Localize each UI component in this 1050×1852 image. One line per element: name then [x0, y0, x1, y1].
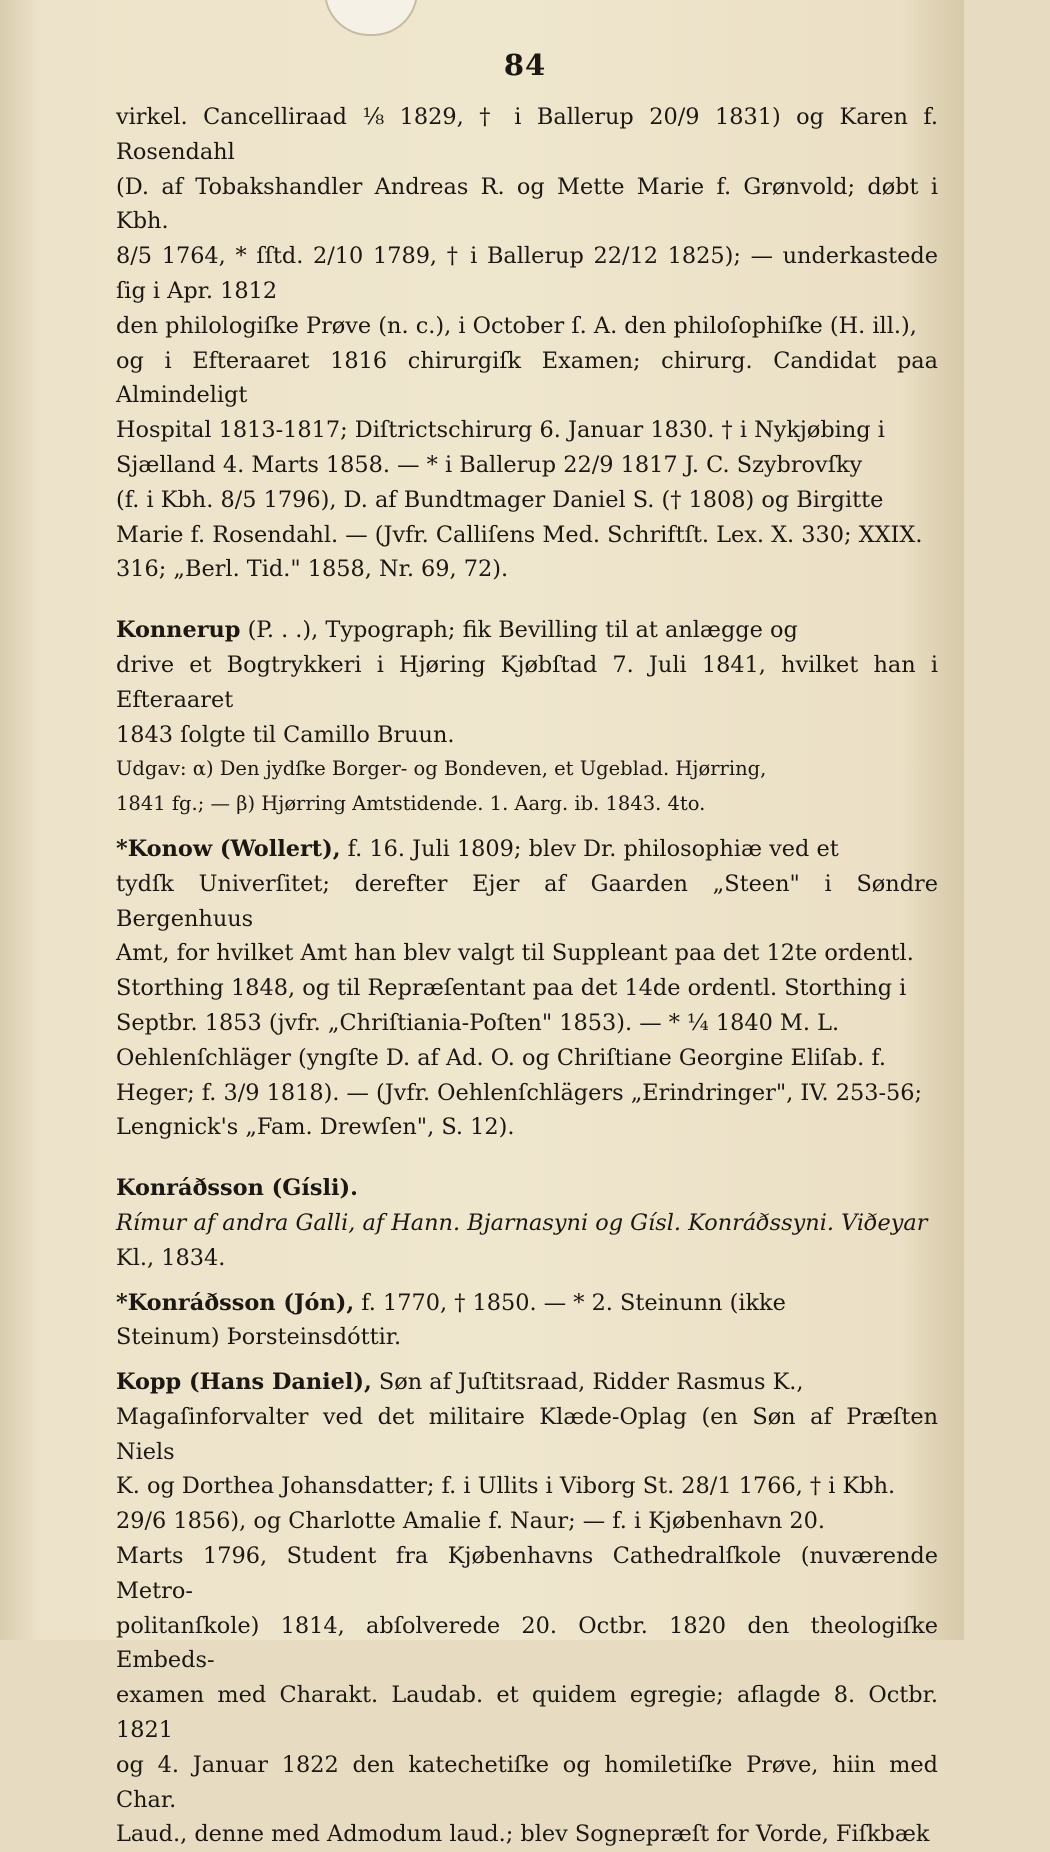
text-line: (D. af Tobakshandler Andreas R. og Mette Marie f. Grønvold; døbt i Kbh.: [116, 173, 938, 235]
text-line: den philologiſke Prøve (n. c.), i October ſ. A. den philoſophiſke (H. ill.),: [116, 312, 917, 339]
entry-kopp: [116, 1365, 938, 1852]
text-line: drive et Bogtrykkeri i Hjøring Kjøbſtad 7. Juli 1841, hvilket han i Efteraaret: [116, 651, 938, 713]
text-line: Kl., 1834.: [116, 1244, 226, 1271]
text-line: Laud., denne med Admodum laud.; blev Sognepræſt for Vorde, Fiſkbæk: [116, 1821, 930, 1848]
page-number: 84: [503, 48, 547, 82]
text-line: f. 16. Juli 1809; blev Dr. philosophiæ ved et: [340, 835, 839, 862]
text-line: Lengnick's „Fam. Drewſen", S. 12).: [116, 1114, 515, 1141]
scan-holder-tab: [324, 0, 418, 36]
publication-line: 1841 fg.; — β) Hjørring Amtstidende. 1. Aarg. ib. 1843. 4to.: [116, 792, 706, 816]
text-line: og 4. Januar 1822 den katechetiſke og homiletiſke Prøve, hiin med Char.: [116, 1751, 938, 1813]
text-line: (P. . .), Typograph; fik Bevilling til at anlægge og: [240, 617, 798, 644]
text-line: Steinum) Þorsteinsdóttir.: [116, 1324, 402, 1351]
entry-headword: Konnerup: [116, 617, 241, 644]
entry-headword: *Konráðsson (Jón),: [116, 1289, 355, 1316]
text-line: (f. i Kbh. 8/5 1796), D. af Bundtmager Daniel S. († 1808) og Birgitte: [116, 486, 884, 513]
text-line: f. 1770, † 1850. — * 2. Steinunn (ikke: [354, 1289, 786, 1316]
text-line: K. og Dorthea Johansdatter; f. i Ullits i Viborg St. 28/1 1766, † i Kbh.: [116, 1473, 896, 1500]
text-line: Magaſinforvalter ved det militaire Klæde-Oplag (en Søn af Præſten Niels: [116, 1403, 938, 1465]
entry-konnerup: [116, 613, 938, 822]
text-line: Amt, for hvilket Amt han blev valgt til Suppleant paa det 12te ordentl.: [116, 940, 914, 967]
text-line: Sjælland 4. Marts 1858. — * i Ballerup 22/9 1817 J. C. Szybrovſky: [116, 451, 863, 478]
entry-konow: [116, 832, 938, 1145]
text-line: Rímur af andra Galli, af Hann. Bjarnasyni og Gísl. Konráðssyni. Viðeyar: [116, 1209, 928, 1236]
text-line: 1843 ſolgte til Camillo Bruun.: [116, 721, 455, 748]
text-line: examen med Charakt. Laudab. et quidem egregie; aflagde 8. Octbr. 1821: [116, 1682, 938, 1744]
text-line: politanſkole) 1814, abſolverede 20. Octbr. 1820 den theologiſke Embeds-: [116, 1612, 938, 1674]
page-text: [116, 100, 938, 1852]
text-line: Søn af Juſtitsraad, Ridder Rasmus K.,: [371, 1369, 804, 1396]
text-line: Storthing 1848, og til Repræſentant paa det 14de ordentl. Storthing i: [116, 975, 907, 1002]
text-line: Marie f. Rosendahl. — (Jvfr. Calliſens Med. Schriftſt. Lex. X. 330; XXIX.: [116, 521, 923, 548]
entry-konradsson-gisli: [116, 1171, 938, 1275]
entry-headword: *Konow (Wollert),: [116, 835, 341, 862]
entry-continuation: [116, 100, 938, 587]
text-line: virkel. Cancelliraad ⅛ 1829, † i Ballerup 20/9 1831) og Karen f. Rosendahl: [116, 104, 938, 165]
text-line: 316; „Berl. Tid." 1858, Nr. 69, 72).: [116, 556, 509, 583]
entry-konradsson-jon: [116, 1286, 938, 1356]
entry-headword: Kopp (Hans Daniel),: [116, 1369, 372, 1396]
text-line: Septbr. 1853 (jvfr. „Chriſtiania-Poſten" 1853). — * ¼ 1840 M. L.: [116, 1009, 840, 1036]
text-line: 8/5 1764, * ſſtd. 2/10 1789, † i Ballerup 22/12 1825); — underkastede ſig i Apr. 1812: [116, 243, 938, 304]
text-line: Hospital 1813-1817; Diſtrictschirurg 6. Januar 1830. † i Nykjøbing i: [116, 417, 885, 444]
text-line: Heger; f. 3/9 1818). — (Jvfr. Oehlenſchlägers „Erindringer", IV. 253-56;: [116, 1079, 923, 1106]
entry-headword: Konráðsson (Gísli).: [116, 1175, 358, 1202]
text-line: Oehlenſchläger (yngſte D. af Ad. O. og Chriſtiane Georgine Eliſab. f.: [116, 1044, 886, 1071]
text-line: tydſk Univerſitet; derefter Ejer af Gaarden „Steen" i Søndre Bergenhuus: [116, 870, 938, 932]
publication-line: Udgav: α) Den jydſke Borger- og Bondeven, et Ugeblad. Hjørring,: [116, 757, 767, 781]
text-line: og i Efteraaret 1816 chirurgiſk Examen; chirurg. Candidat paa Almindeligt: [116, 347, 938, 409]
text-line: Marts 1796, Student fra Kjøbenhavns Cathedralſkole (nuværende Metro-: [116, 1543, 938, 1604]
text-line: 29/6 1856), og Charlotte Amalie f. Naur; — f. i Kjøbenhavn 20.: [116, 1508, 826, 1535]
